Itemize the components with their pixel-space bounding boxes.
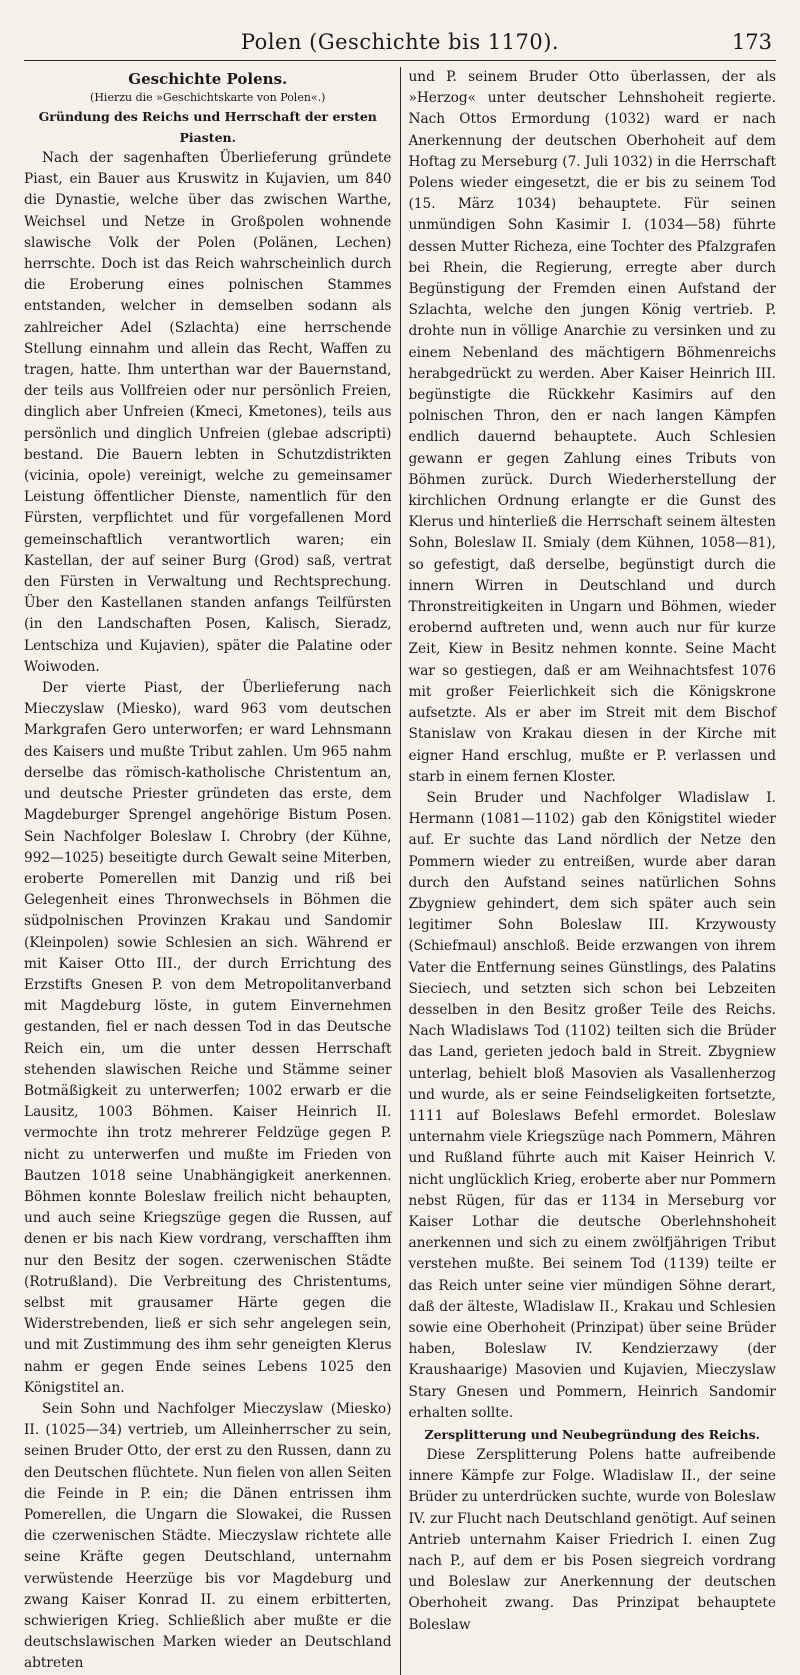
subsection-title-fragmentation: Zersplitterung und Neubegründung des Reichs.	[424, 1427, 760, 1442]
paragraph: Sein Bruder und Nachfolger Wladislaw I. Hermann (1081—1102) gab den Königstitel wieder auf. Er suchte das Land nördlich der Netze den Pommern wieder zu entreißen, wurde aber daran durch den Aufstand seines natürlichen Sohns Zbygniew gehindert, dem sich später auch sein legitimer Sohn Boleslaw III. Krzywousty (Schiefmaul) anschloß. Beide erzwangen von ihrem Vater die Entfernung seines Günstlings, des Palatins Sieciech, und setzten sich schon bei Lebzeiten desselben in den Besitz großer Teile des Reichs. Nach Wladislaws Tod (1102) teilten sich die Brüder das Land, gerieten jedoch bald in Streit. Zbygniew unterlag, behielt bloß Masovien als Vasallenherzog und wurde, als er seine Feindseligkeiten fortsetzte, 1111 auf Boleslaws Befehl ermordet. Boleslaw unternahm viele Kriegszüge nach Pommern, Mähren und Rußland führte auch mit Kaiser Heinrich V. nicht unglücklich Krieg, eroberte aber nur Pommern nebst Rügen, für das er 1134 in Merseburg vor Kaiser Lothar die deutsche Oberlehnshoheit anerkennen und sich zu einem zwölfjährigen Tribut verstehen mußte. Bei seinem Tod (1139) teilte er das Reich unter seine vier mündigen Söhne derart, daß der älteste, Wladislaw II., Krakau und Schlesien sowie eine Oberhoheit (Prinzipat) über seine Brüder haben, Boleslaw IV. Kendzierzawy (der Kraushaarige) Masovien und Kujavien, Mieczyslaw Stary Gnesen und Pommern, Heinrich Sandomir erhalten sollte.	[408, 789, 776, 1421]
paragraph: Nach der sagenhaften Überlieferung gründete Piast, ein Bauer aus Kruswitz in Kujavien, um 840 die Dynastie, welche über das zwischen Warthe, Weichsel und Netze in Großpolen wohnende slawische Volk der Polen (Polänen, Lechen) herrschte. Doch ist das Reich wahrscheinlich durch die Eroberung eines polnischen Stammes entstanden, welcher in demselben sodann als zahlreicher Adel (Szlachta) eine herrschende Stellung einnahm und allein das Recht, Waffen zu tragen, hatte. Ihm unterthan war der Bauernstand, der teils aus Vollfreien oder nur persönlich Freien, dinglich aber Unfreien (Kmeci, Kmetones), teils aus persönlich und dinglich Unfreien (glebae adscripti) bestand. Die Bauern lebten in Schutzdistrikten (vicinia, opole) vereinigt, welche zu gemeinsamer Leistung öffentlicher Dienste, namentlich für den Fürsten, verpflichtet und für vorgefallenen Mord gemeinschaftlich verantwortlich waren; ein Kastellan, der auf seiner Burg (Grod) saß, vertrat den Fürsten in Verwaltung und Rechtsprechung. Über den Kastellanen standen anfangs Teilfürsten (in den Landschaften Posen, Kalisch, Sieradz, Lentschiza und Kujavien), später die Palatine oder Woiwoden.	[24, 150, 392, 675]
running-head	[24, 24, 776, 58]
paragraph: Diese Zersplitterung Polens hatte aufreibende innere Kämpfe zur Folge. Wladislaw II., der seine Brüder zu unterdrücken suchte, wurde von Boleslaw IV. zur Flucht nach Deutschland genötigt. Auf seinen Antrieb unternahm Kaiser Friedrich I. einen Zug nach P., auf dem er bis Posen siegreich vordrang und Boleslaw zur Anerkennung der deutschen Oberhoheit zwang. Das Prinzipat behauptete Boleslaw	[408, 1447, 776, 1633]
subsection-title-founding: Gründung des Reichs und Herrschaft der ersten Piasten.	[38, 109, 377, 145]
section-title: Geschichte Polens.	[128, 70, 288, 88]
page-number: 173	[731, 30, 772, 54]
column-divider	[400, 67, 401, 1675]
paragraph: und P. seinem Bruder Otto überlassen, der als »Herzog« unter deutscher Lehnshoheit regierte. Nach Ottos Ermordung (1032) ward er nach Anerkennung der deutschen Oberhoheit auf dem Hoftag zu Merseburg (7. Juli 1032) in die Herrschaft Polens wieder eingesetzt, die er bis zu seinem Tod (15. März 1034) behauptete. Für seinen unmündigen Sohn Kasimir I. (1034—58) führte dessen Mutter Richeza, eine Tochter des Pfalzgrafen bei Rhein, die Regierung, erregte aber durch Begünstigung der Fremden einen Aufstand der Szlachta, welche den jungen König vertrieb. P. drohte nun in völlige Anarchie zu versinken und zu einem Nebenland des mächtigern Böhmenreichs herabgedrückt zu werden. Aber Kaiser Heinrich III. begünstigte die Rückkehr Kasimirs auf den polnischen Thron, den er nach langen Kämpfen endlich dauernd behauptete. Auch Schlesien gewann er gegen Zahlung eines Tributs von Böhmen zurück. Durch Wiederherstellung der kirchlichen Ordnung erlangte er die Gunst des Klerus und hinterließ die Herrschaft seinem ältesten Sohn, Boleslaw II. Smialy (dem Kühnen, 1058—81), so gefestigt, daß derselbe, begünstigt durch die innern Wirren in Deutschland und durch Thronstreitigkeiten in Ungarn und Böhmen, wieder erobernd auftreten und, wenn auch nur für kurze Zeit, Kiew in Besitz nehmen konnte. Seine Macht war so gestiegen, daß er am Weihnachtsfest 1076 mit großer Feierlichkeit sich die Königskrone aufsetzte. Als er aber im Streit mit dem Bischof Stanislaw von Krakau diesen in der Kirche mit eigner Hand erschlug, mußte er P. verlassen und starb in einem fernen Kloster.	[408, 69, 776, 785]
left-column	[24, 67, 392, 1675]
paragraph: Der vierte Piast, der Überlieferung nach Mieczyslaw (Miesko), ward 963 vom deutschen Markgrafen Gero unterworfen; er ward Lehnsmann des Kaisers und mußte Tribut zahlen. Um 965 nahm derselbe das römisch-katholische Christentum an, und deutsche Priester gründeten das erste, dem Magdeburger Sprengel angehörige Bistum Posen. Sein Nachfolger Boleslaw I. Chrobry (der Kühne, 992—1025) beseitigte durch Gewalt seine Miterben, eroberte Pomerellen mit Danzig und riß bei Gelegenheit eines Thronwechsels in Böhmen die südpolnischen Provinzen Krakau und Sandomir (Kleinpolen) sowie Schlesien an sich. Während er mit Kaiser Otto III., der durch Errichtung des Erzstifts Gnesen P. von dem Metropolitanverband mit Magdeburg löste, in gutem Einvernehmen gestanden, fiel er nach dessen Tod in das Deutsche Reich ein, um die unter dessen Herrschaft stehenden slawischen Reiche und Stämme seiner Botmäßigkeit zu unterwerfen; 1002 erwarb er die Lausitz, 1003 Böhmen. Kaiser Heinrich II. vermochte ihn trotz mehrerer Feldzüge gegen P. nicht zu unterwerfen und mußte im Frieden von Bautzen 1018 seine Unabhängigkeit anerkennen. Böhmen konnte Boleslaw freilich nicht behaupten, und auch seine Kriegszüge gegen die Russen, auf denen er bis nach Kiew vordrang, verschafften ihm nur den Besitz der sogen. czerwenischen Städte (Rotrußland). Die Verbreitung des Christentums, selbst mit grausamer Härte gegen die Widerstrebenden, ließ er sich sehr angelegen sein, und mit Zustimmung des ihm sehr geneigten Klerus nahm er gegen Ende seines Lebens 1025 den Königstitel an.	[24, 680, 392, 1396]
map-reference-note: (Hierzu die »Geschichtskarte von Polen«.)	[90, 91, 326, 104]
text-columns	[24, 67, 776, 1675]
paragraph: Sein Sohn und Nachfolger Mieczyslaw (Miesko) II. (1025—34) vertrieb, um Alleinherrscher zu sein, seinen Bruder Otto, der erst zu den Russen, dann zu den Deutschen flüchtete. Nun fielen von allen Seiten die Feinde in P. ein; die Dänen entrissen ihm Pomerellen, die Ungarn die Slowakei, die Russen die czerwenischen Städte. Mieczyslaw richtete alle seine Kräfte gegen Deutschland, unternahm verwüstende Heerzüge bis vor Magdeburg und zwang Kaiser Konrad II. zu einem erbitterten, schwierigen Krieg. Schließlich aber mußte er die deutschslawischen Marken wieder an Deutschland abtreten	[24, 1400, 392, 1672]
header-rule	[24, 60, 776, 61]
right-column	[408, 67, 776, 1675]
running-title: Polen (Geschichte bis 1170).	[240, 30, 560, 54]
